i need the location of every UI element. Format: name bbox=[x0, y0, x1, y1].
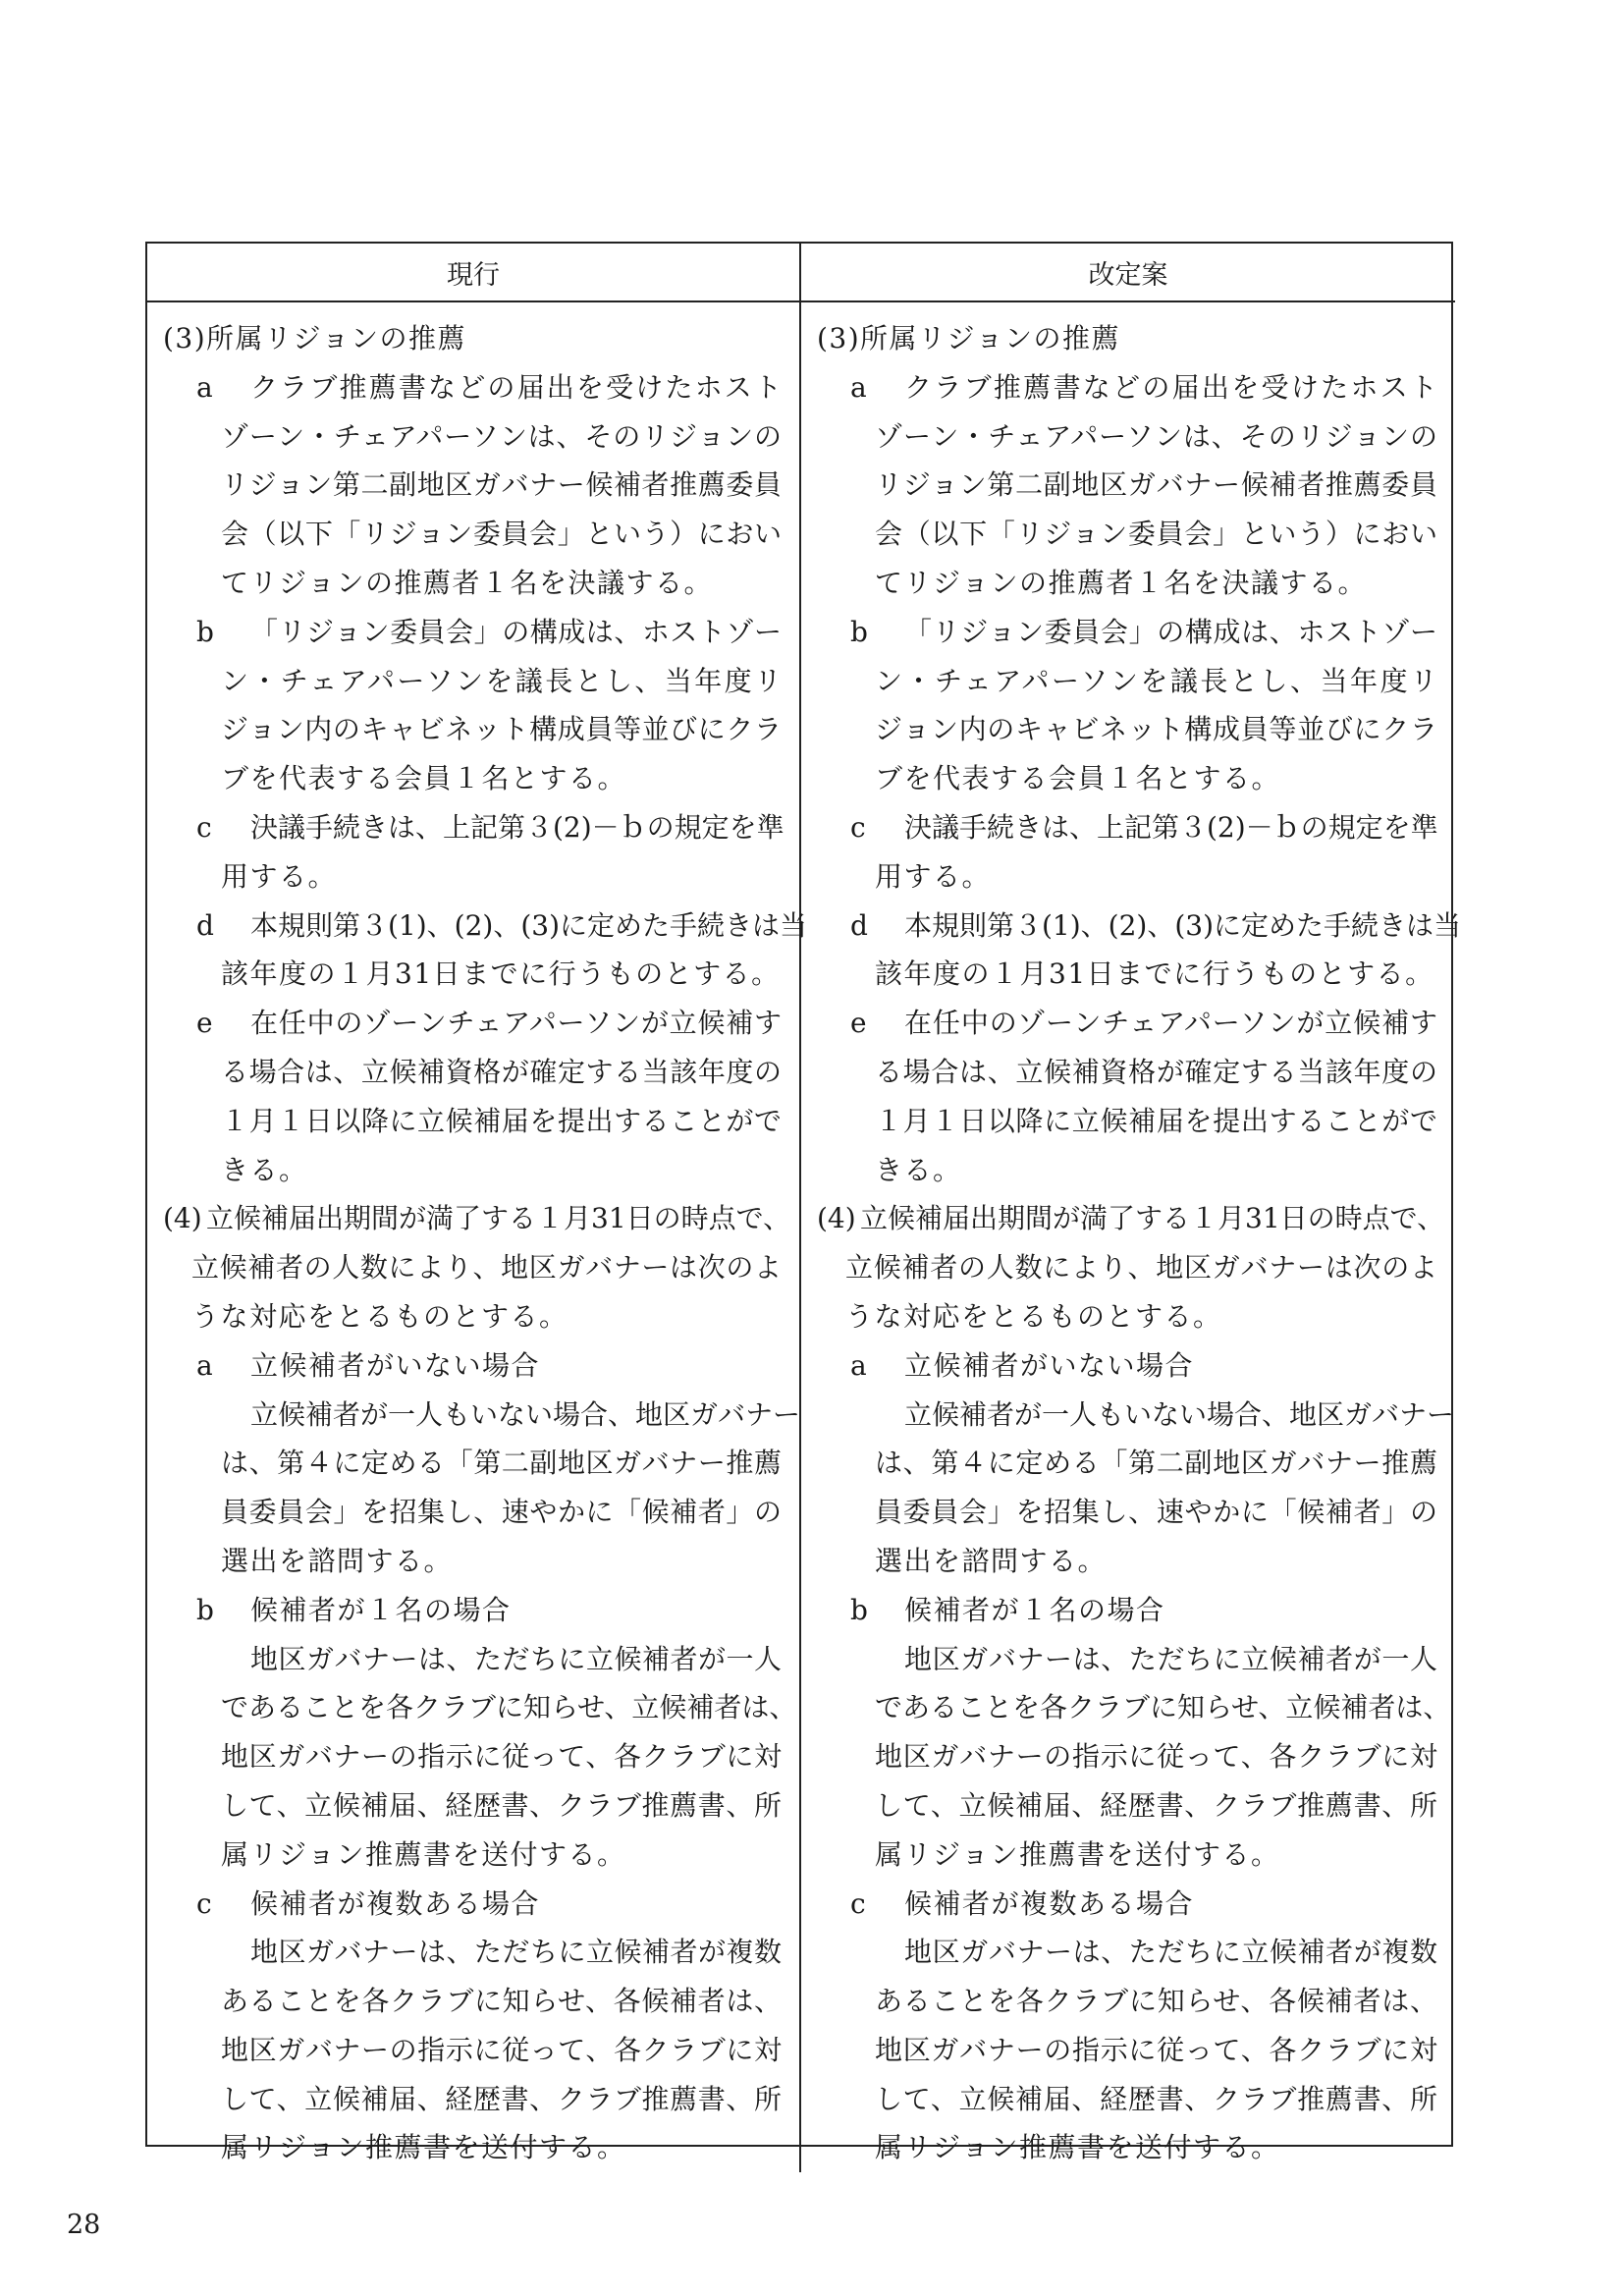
line-text: 該年度の１月31日までに行うものとする。 bbox=[875, 957, 1434, 991]
line-text: 地区ガバナーは、ただちに立候補者が複数 bbox=[904, 1936, 1437, 1969]
revised-line bbox=[801, 1097, 1455, 1146]
revised-line bbox=[801, 510, 1455, 559]
current-line bbox=[147, 461, 799, 510]
line-text: ジョン内のキャビネット構成員等並びにクラ bbox=[875, 713, 1437, 746]
line-text: 「リジョン委員会」の構成は、ホストゾー bbox=[250, 615, 782, 648]
item-label: b bbox=[850, 615, 868, 648]
revised-line bbox=[801, 1977, 1455, 2026]
current-line bbox=[147, 852, 799, 902]
revised-line bbox=[801, 1439, 1455, 1488]
line-text: る場合は、立候補資格が確定する当該年度の bbox=[221, 1055, 782, 1088]
revised-line bbox=[801, 1928, 1455, 1977]
item-label: b bbox=[850, 1593, 870, 1626]
line-text: 地区ガバナーは、ただちに立候補者が一人 bbox=[904, 1642, 1437, 1675]
revised-line bbox=[801, 1781, 1455, 1831]
current-line bbox=[147, 2123, 799, 2172]
line-text: １月１日以降に立候補届を提出することがで bbox=[221, 1104, 782, 1137]
line-text: 選出を諮問する。 bbox=[221, 1544, 454, 1577]
line-text: して、立候補届、経歴書、クラブ推薦書、所 bbox=[221, 1788, 782, 1822]
line-text: 立候補届出期間が満了する１月31日の時点で、 bbox=[860, 1202, 1445, 1235]
current-line bbox=[147, 1341, 799, 1391]
revised-line bbox=[801, 559, 1455, 608]
line-text: ブを代表する会員１名とする。 bbox=[875, 762, 1281, 795]
line-text: リジョン第二副地区ガバナー候補者推薦委員 bbox=[875, 468, 1437, 502]
item-label: c bbox=[196, 810, 212, 844]
line-text: 選出を諮問する。 bbox=[875, 1544, 1108, 1577]
header-current: 現行 bbox=[147, 244, 801, 302]
line-text: 属リジョン推薦書を送付する。 bbox=[875, 1837, 1280, 1871]
line-text: てリジョンの推薦者１名を決議する。 bbox=[875, 566, 1367, 599]
current-line bbox=[147, 705, 799, 754]
current-line bbox=[147, 1977, 799, 2026]
page-number: 28 bbox=[67, 2210, 101, 2240]
revised-line bbox=[801, 1391, 1455, 1440]
comparison-table bbox=[145, 242, 1461, 2164]
current-line bbox=[147, 754, 799, 803]
line-text: 地区ガバナーの指示に従って、各クラブに対 bbox=[875, 1740, 1437, 1774]
line-text: 在任中のゾーンチェアパーソンが立候補す bbox=[250, 1007, 782, 1040]
revised-line bbox=[801, 1194, 1455, 1243]
header-revised: 改定案 bbox=[801, 244, 1455, 302]
current-line bbox=[147, 1097, 799, 1146]
line-text: る場合は、立候補資格が確定する当該年度の bbox=[875, 1055, 1437, 1088]
line-text: 地区ガバナーの指示に従って、各クラブに対 bbox=[221, 1740, 782, 1774]
current-line bbox=[147, 2075, 799, 2124]
current-line bbox=[147, 363, 799, 412]
revised-line bbox=[801, 2123, 1455, 2172]
current-line bbox=[147, 510, 799, 559]
line-text: 属リジョン推薦書を送付する。 bbox=[875, 2131, 1280, 2164]
revised-line bbox=[801, 412, 1455, 462]
revised-line bbox=[801, 1831, 1455, 1880]
line-text: 決議手続きは、上記第３(2)－ｂの規定を準 bbox=[904, 810, 1438, 844]
item-label: a bbox=[850, 370, 867, 404]
line-text: 地区ガバナーの指示に従って、各クラブに対 bbox=[221, 2033, 782, 2066]
line-text: 立候補者がいない場合 bbox=[250, 1348, 541, 1382]
item-label: (4) bbox=[817, 1202, 856, 1235]
line-text: ゾーン・チェアパーソンは、そのリジョンの bbox=[221, 419, 782, 453]
revised-line bbox=[801, 608, 1455, 657]
item-label: (4) bbox=[163, 1202, 202, 1235]
line-text: 立候補者が一人もいない場合、地区ガバナー bbox=[904, 1397, 1455, 1431]
line-text: は、第４に定める「第二副地区ガバナー推薦 bbox=[221, 1447, 782, 1480]
revised-line bbox=[801, 1292, 1455, 1341]
current-line bbox=[147, 1488, 799, 1537]
current-line bbox=[147, 1586, 799, 1635]
line-text: ジョン内のキャビネット構成員等並びにクラ bbox=[221, 713, 782, 746]
line-text: あることを各クラブに知らせ、各候補者は、 bbox=[875, 1985, 1437, 2018]
current-line bbox=[147, 1439, 799, 1488]
line-text: して、立候補届、経歴書、クラブ推薦書、所 bbox=[875, 1788, 1437, 1822]
current-line bbox=[147, 1683, 799, 1732]
item-label: c bbox=[196, 1886, 214, 1920]
line-text: きる。 bbox=[221, 1153, 308, 1186]
current-line bbox=[147, 902, 807, 951]
column-current bbox=[147, 302, 807, 2172]
current-line bbox=[147, 1243, 799, 1292]
revised-line bbox=[801, 1683, 1455, 1732]
line-text: リジョン第二副地区ガバナー候補者推薦委員 bbox=[221, 468, 782, 502]
line-text: 在任中のゾーンチェアパーソンが立候補す bbox=[904, 1007, 1437, 1040]
item-label: a bbox=[196, 1348, 215, 1382]
item-label: (3) bbox=[817, 322, 861, 355]
current-line bbox=[147, 559, 799, 608]
line-text: 所属リジョンの推薦 bbox=[206, 322, 466, 355]
item-label: b bbox=[196, 615, 214, 648]
line-text: 候補者が１名の場合 bbox=[250, 1593, 512, 1626]
revised-line bbox=[801, 852, 1455, 902]
line-text: 立候補者がいない場合 bbox=[904, 1348, 1195, 1382]
current-line bbox=[147, 1391, 799, 1440]
current-line bbox=[147, 314, 799, 363]
line-text: 所属リジョンの推薦 bbox=[860, 322, 1120, 355]
current-line bbox=[147, 803, 799, 852]
item-label: (3) bbox=[163, 322, 207, 355]
line-text: １月１日以降に立候補届を提出することがで bbox=[875, 1104, 1437, 1137]
revised-line bbox=[801, 803, 1455, 852]
item-label: c bbox=[850, 1886, 868, 1920]
line-text: てリジョンの推薦者１名を決議する。 bbox=[221, 566, 713, 599]
revised-line bbox=[801, 1488, 1455, 1537]
line-text: 立候補者の人数により、地区ガバナーは次のよ bbox=[845, 1251, 1437, 1285]
line-text: 会（以下「リジョン委員会」という）におい bbox=[875, 518, 1437, 551]
item-label: d bbox=[196, 908, 214, 942]
current-line bbox=[147, 950, 799, 999]
revised-line bbox=[801, 902, 1461, 951]
line-text: 用する。 bbox=[221, 859, 338, 893]
line-text: 本規則第３(1)、(2)、(3)に定めた手続きは当 bbox=[904, 908, 1461, 942]
item-label: e bbox=[196, 1007, 213, 1040]
line-text: うな対応をとるものとする。 bbox=[191, 1299, 568, 1333]
current-line bbox=[147, 999, 799, 1048]
line-text: であることを各クラブに知らせ、立候補者は、 bbox=[875, 1691, 1451, 1724]
line-text: であることを各クラブに知らせ、立候補者は、 bbox=[221, 1691, 797, 1724]
current-line bbox=[147, 1928, 799, 1977]
line-text: 候補者が複数ある場合 bbox=[250, 1886, 541, 1920]
current-line bbox=[147, 2026, 799, 2075]
line-text: 地区ガバナーの指示に従って、各クラブに対 bbox=[875, 2033, 1437, 2066]
item-label: a bbox=[196, 370, 213, 404]
current-line bbox=[147, 657, 799, 706]
revised-line bbox=[801, 461, 1455, 510]
line-text: ン・チェアパーソンを議長とし、当年度リ bbox=[221, 664, 782, 697]
current-line bbox=[147, 608, 799, 657]
line-text: 地区ガバナーは、ただちに立候補者が複数 bbox=[250, 1936, 782, 1969]
current-line bbox=[147, 1880, 799, 1929]
revised-line bbox=[801, 950, 1455, 999]
revised-line bbox=[801, 1732, 1455, 1781]
item-label: a bbox=[850, 1348, 869, 1382]
line-text: ブを代表する会員１名とする。 bbox=[221, 762, 627, 795]
revised-line bbox=[801, 657, 1455, 706]
revised-line bbox=[801, 1146, 1455, 1195]
current-line bbox=[147, 1292, 799, 1341]
revised-line bbox=[801, 999, 1455, 1048]
item-label: b bbox=[196, 1593, 216, 1626]
current-line bbox=[147, 1048, 799, 1097]
item-label: c bbox=[850, 810, 866, 844]
line-text: 立候補者が一人もいない場合、地区ガバナー bbox=[250, 1397, 801, 1431]
line-text: あることを各クラブに知らせ、各候補者は、 bbox=[221, 1985, 782, 2018]
revised-line bbox=[801, 1880, 1455, 1929]
line-text: して、立候補届、経歴書、クラブ推薦書、所 bbox=[221, 2082, 782, 2115]
current-line bbox=[147, 1146, 799, 1195]
revised-line bbox=[801, 314, 1455, 363]
revised-line bbox=[801, 1586, 1455, 1635]
revised-line bbox=[801, 2075, 1455, 2124]
line-text: 員委員会」を招集し、速やかに「候補者」の bbox=[221, 1496, 782, 1529]
revised-line bbox=[801, 754, 1455, 803]
item-label: e bbox=[850, 1007, 867, 1040]
line-text: 決議手続きは、上記第３(2)－ｂの規定を準 bbox=[250, 810, 784, 844]
line-text: 地区ガバナーは、ただちに立候補者が一人 bbox=[250, 1642, 782, 1675]
line-text: 立候補届出期間が満了する１月31日の時点で、 bbox=[206, 1202, 791, 1235]
line-text: 会（以下「リジョン委員会」という）におい bbox=[221, 518, 782, 551]
line-text: して、立候補届、経歴書、クラブ推薦書、所 bbox=[875, 2082, 1437, 2115]
column-revised bbox=[801, 302, 1461, 2172]
revised-line bbox=[801, 1635, 1455, 1684]
revised-line bbox=[801, 1243, 1455, 1292]
line-text: 該年度の１月31日までに行うものとする。 bbox=[221, 957, 781, 991]
item-label: d bbox=[850, 908, 868, 942]
revised-line bbox=[801, 1537, 1455, 1586]
revised-line bbox=[801, 1341, 1455, 1391]
line-text: 用する。 bbox=[875, 859, 992, 893]
line-text: 員委員会」を招集し、速やかに「候補者」の bbox=[875, 1496, 1437, 1529]
revised-line bbox=[801, 1048, 1455, 1097]
line-text: ン・チェアパーソンを議長とし、当年度リ bbox=[875, 664, 1437, 697]
line-text: クラブ推薦書などの届出を受けたホスト bbox=[250, 370, 782, 404]
revised-line bbox=[801, 705, 1455, 754]
line-text: 立候補者の人数により、地区ガバナーは次のよ bbox=[191, 1251, 782, 1285]
current-line bbox=[147, 1635, 799, 1684]
line-text: 「リジョン委員会」の構成は、ホストゾー bbox=[904, 615, 1437, 648]
line-text: ゾーン・チェアパーソンは、そのリジョンの bbox=[875, 419, 1437, 453]
current-line bbox=[147, 1781, 799, 1831]
revised-line bbox=[801, 2026, 1455, 2075]
current-line bbox=[147, 1732, 799, 1781]
current-line bbox=[147, 412, 799, 462]
line-text: きる。 bbox=[875, 1153, 962, 1186]
revised-line bbox=[801, 363, 1455, 412]
line-text: は、第４に定める「第二副地区ガバナー推薦 bbox=[875, 1447, 1437, 1480]
line-text: うな対応をとるものとする。 bbox=[845, 1299, 1222, 1333]
current-line bbox=[147, 1831, 799, 1880]
line-text: 属リジョン推薦書を送付する。 bbox=[221, 2131, 626, 2164]
current-line bbox=[147, 1194, 799, 1243]
line-text: 属リジョン推薦書を送付する。 bbox=[221, 1837, 626, 1871]
line-text: 候補者が１名の場合 bbox=[904, 1593, 1165, 1626]
current-line bbox=[147, 1537, 799, 1586]
line-text: 候補者が複数ある場合 bbox=[904, 1886, 1195, 1920]
line-text: 本規則第３(1)、(2)、(3)に定めた手続きは当 bbox=[250, 908, 807, 942]
line-text: クラブ推薦書などの届出を受けたホスト bbox=[904, 370, 1437, 404]
